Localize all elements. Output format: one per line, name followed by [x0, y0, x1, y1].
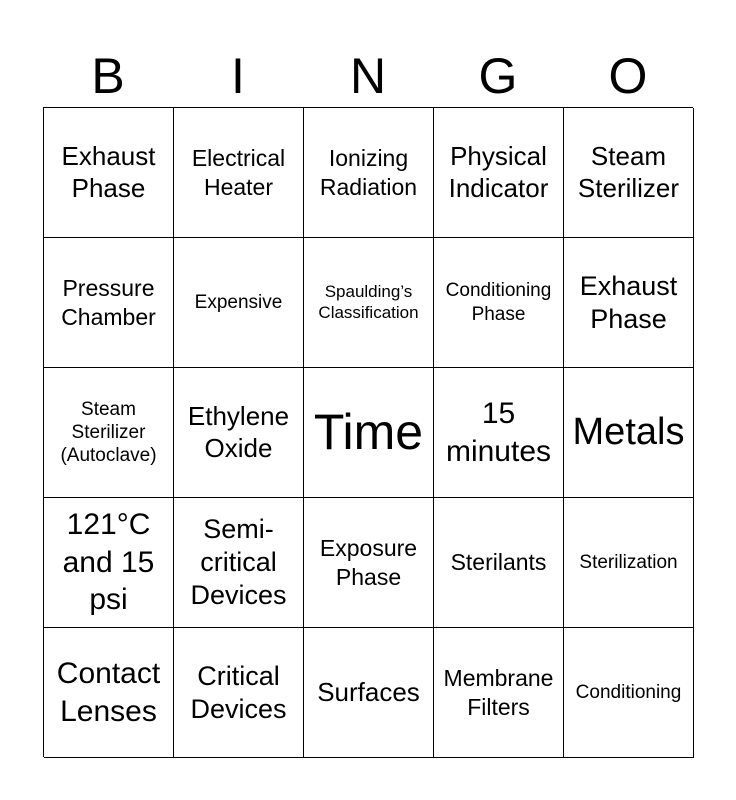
bingo-cell-r2-c3[interactable]: Spaulding’s Classification: [304, 238, 434, 368]
bingo-cell-r2-c1[interactable]: Pressure Chamber: [44, 238, 174, 368]
header-letter-n: N: [349, 48, 387, 104]
bingo-cell-r2-c5[interactable]: Exhaust Phase: [564, 238, 694, 368]
bingo-cell-r2-c4[interactable]: Conditioning Phase: [434, 238, 564, 368]
bingo-board: [43, 107, 693, 757]
bingo-cell-r3-c3[interactable]: Time: [304, 368, 434, 498]
bingo-cell-r4-c4[interactable]: Sterilants: [434, 498, 564, 628]
header-letter-g: G: [478, 48, 518, 104]
bingo-cell-r5-c4[interactable]: Membrane Filters: [434, 628, 564, 758]
bingo-cell-r3-c1[interactable]: Steam Sterilizer (Autoclave): [44, 368, 174, 498]
header-letter-i: I: [231, 48, 245, 104]
header-letter-b: B: [91, 48, 125, 104]
bingo-cell-r5-c3[interactable]: Surfaces: [304, 628, 434, 758]
bingo-cell-r4-c5[interactable]: Sterilization: [564, 498, 694, 628]
header-letter-o: O: [608, 48, 648, 104]
bingo-cell-r5-c2[interactable]: Critical Devices: [174, 628, 304, 758]
bingo-cell-r4-c3[interactable]: Exposure Phase: [304, 498, 434, 628]
bingo-cell-r5-c1[interactable]: Contact Lenses: [44, 628, 174, 758]
bingo-cell-r1-c4[interactable]: Physical Indicator: [434, 108, 564, 238]
bingo-cell-r1-c3[interactable]: Ionizing Radiation: [304, 108, 434, 238]
bingo-cell-r3-c4[interactable]: 15 minutes: [434, 368, 564, 498]
bingo-cell-r4-c2[interactable]: Semi-critical Devices: [174, 498, 304, 628]
bingo-header: [43, 44, 693, 108]
bingo-cell-r3-c5[interactable]: Metals: [564, 368, 694, 498]
bingo-cell-r4-c1[interactable]: 121°C and 15 psi: [44, 498, 174, 628]
bingo-cell-r2-c2[interactable]: Expensive: [174, 238, 304, 368]
bingo-cell-r1-c1[interactable]: Exhaust Phase: [44, 108, 174, 238]
bingo-cell-r5-c5[interactable]: Conditioning: [564, 628, 694, 758]
bingo-cell-r1-c2[interactable]: Electrical Heater: [174, 108, 304, 238]
bingo-cell-r3-c2[interactable]: Ethylene Oxide: [174, 368, 304, 498]
bingo-cell-r1-c5[interactable]: Steam Sterilizer: [564, 108, 694, 238]
